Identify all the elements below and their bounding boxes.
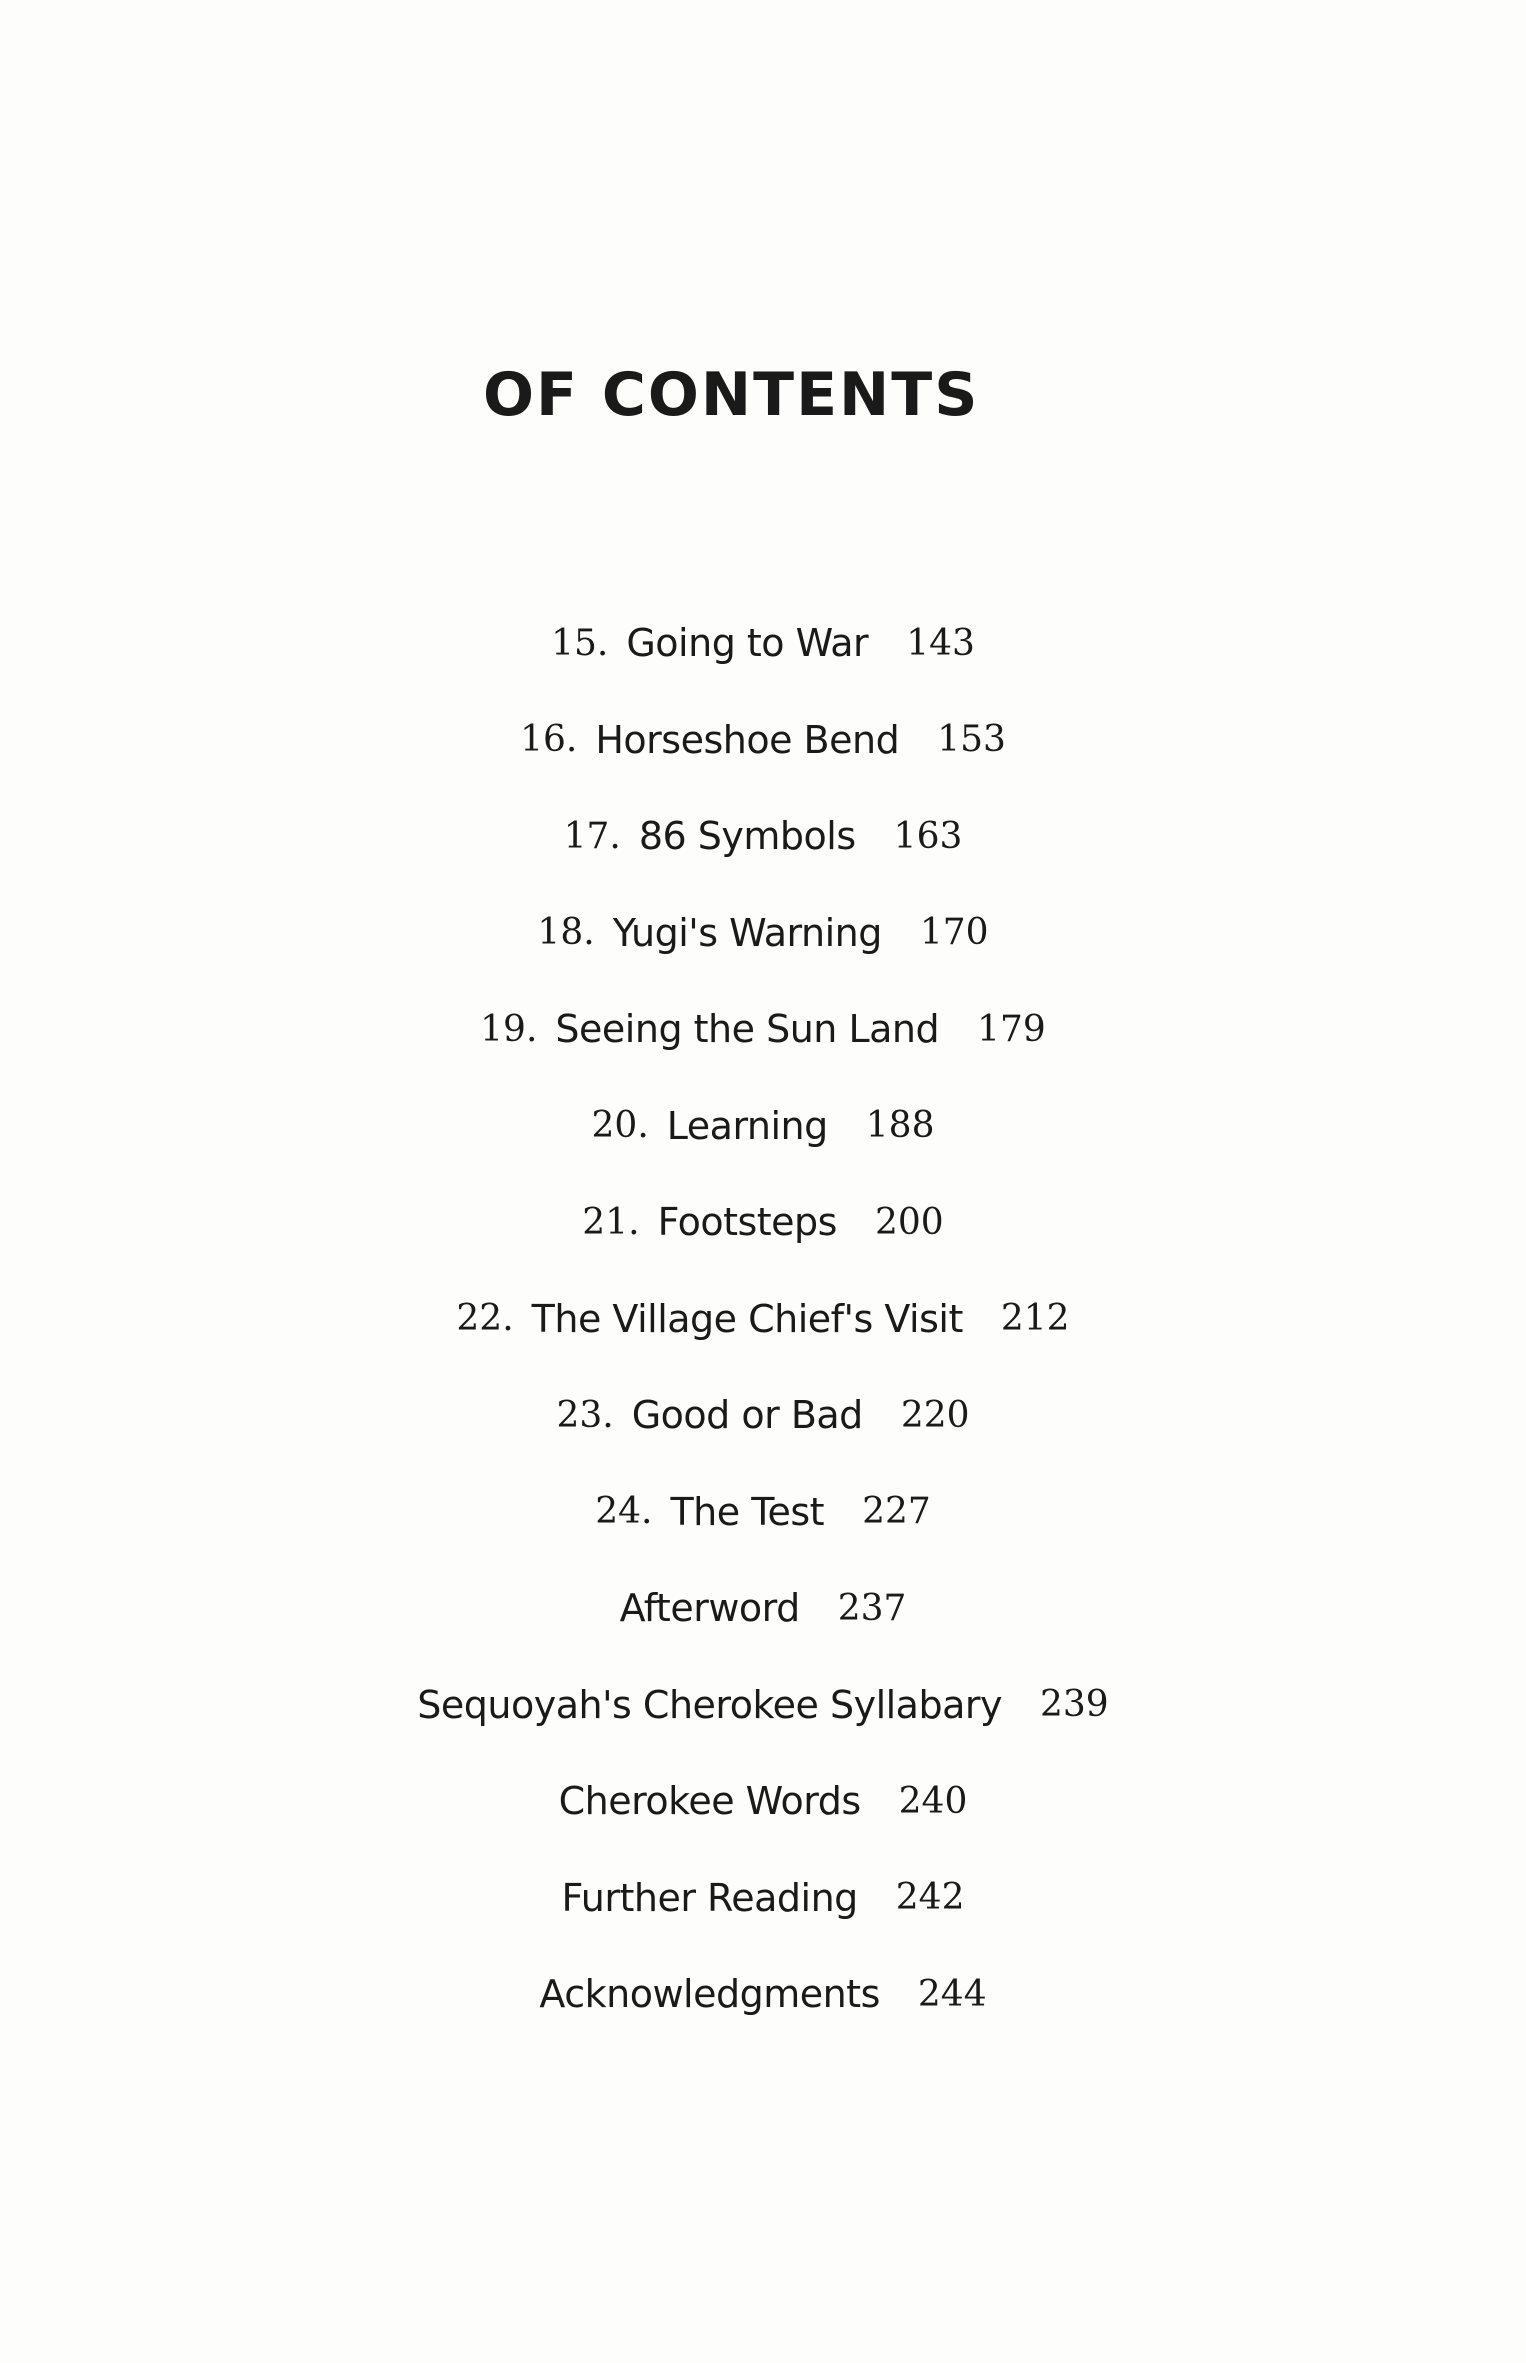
- page-number: 143: [906, 622, 975, 664]
- toc-entry: [0, 692, 1526, 789]
- chapter-number: 15.: [551, 622, 609, 664]
- chapter-title: Yugi's Warning: [612, 910, 882, 955]
- chapter-number: 23.: [556, 1394, 614, 1436]
- chapter-title: Good or Bad: [631, 1393, 863, 1438]
- toc-entry: [0, 1464, 1526, 1561]
- page-number: 244: [917, 1973, 987, 2015]
- section-title: Cherokee Words: [558, 1779, 861, 1824]
- section-title: Further Reading: [561, 1875, 858, 1920]
- page-title: OF CONTENTS: [483, 360, 980, 430]
- toc-entry: [0, 1850, 1526, 1947]
- toc-entry: [0, 981, 1526, 1078]
- chapter-title: Going to War: [626, 621, 869, 666]
- toc-entry: [0, 595, 1526, 692]
- chapter-number: 16.: [520, 719, 578, 761]
- page-number: 200: [874, 1201, 944, 1243]
- section-title: Sequoyah's Cherokee Syllabary: [417, 1682, 1002, 1727]
- toc-entry: [0, 1657, 1526, 1754]
- chapter-title: Learning: [666, 1103, 828, 1148]
- chapter-number: 22.: [456, 1298, 514, 1340]
- chapter-title: 86 Symbols: [638, 814, 856, 859]
- chapter-number: 20.: [591, 1105, 649, 1147]
- chapter-title: The Test: [670, 1489, 825, 1534]
- chapter-number: 18.: [537, 912, 595, 954]
- page-number: 179: [977, 1008, 1046, 1050]
- chapter-title: The Village Chief's Visit: [531, 1296, 963, 1341]
- page-number: 188: [865, 1105, 935, 1147]
- chapter-title: Seeing the Sun Land: [555, 1007, 940, 1052]
- section-title: Afterword: [619, 1586, 800, 1631]
- page-number: 227: [862, 1491, 931, 1533]
- page-number: 239: [1039, 1684, 1109, 1726]
- chapter-number: 24.: [595, 1491, 653, 1533]
- toc-entry: [0, 885, 1526, 982]
- page-number: 170: [919, 912, 989, 954]
- chapter-title: Footsteps: [657, 1200, 837, 1245]
- toc-entry: [0, 1271, 1526, 1368]
- chapter-number: 19.: [480, 1008, 538, 1050]
- page-number: 242: [895, 1877, 965, 1919]
- page-number: 153: [937, 719, 1006, 761]
- toc-entry: [0, 1560, 1526, 1657]
- chapter-title: Horseshoe Bend: [595, 717, 900, 762]
- toc-entry: [0, 788, 1526, 885]
- chapter-number: 17.: [563, 815, 621, 857]
- table-of-contents-list: [0, 595, 1526, 2043]
- chapter-number: 21.: [582, 1201, 640, 1243]
- page-number: 240: [898, 1780, 968, 1822]
- toc-entry: [0, 1753, 1526, 1850]
- page-number: 212: [1000, 1298, 1070, 1340]
- toc-entry: [0, 1367, 1526, 1464]
- toc-entry: [0, 1078, 1526, 1175]
- toc-entry: [0, 1174, 1526, 1271]
- section-title: Acknowledgments: [539, 1972, 880, 2017]
- page-number: 163: [893, 815, 963, 857]
- toc-entry: [0, 1946, 1526, 2043]
- page-number: 220: [900, 1394, 970, 1436]
- page-number: 237: [837, 1587, 907, 1629]
